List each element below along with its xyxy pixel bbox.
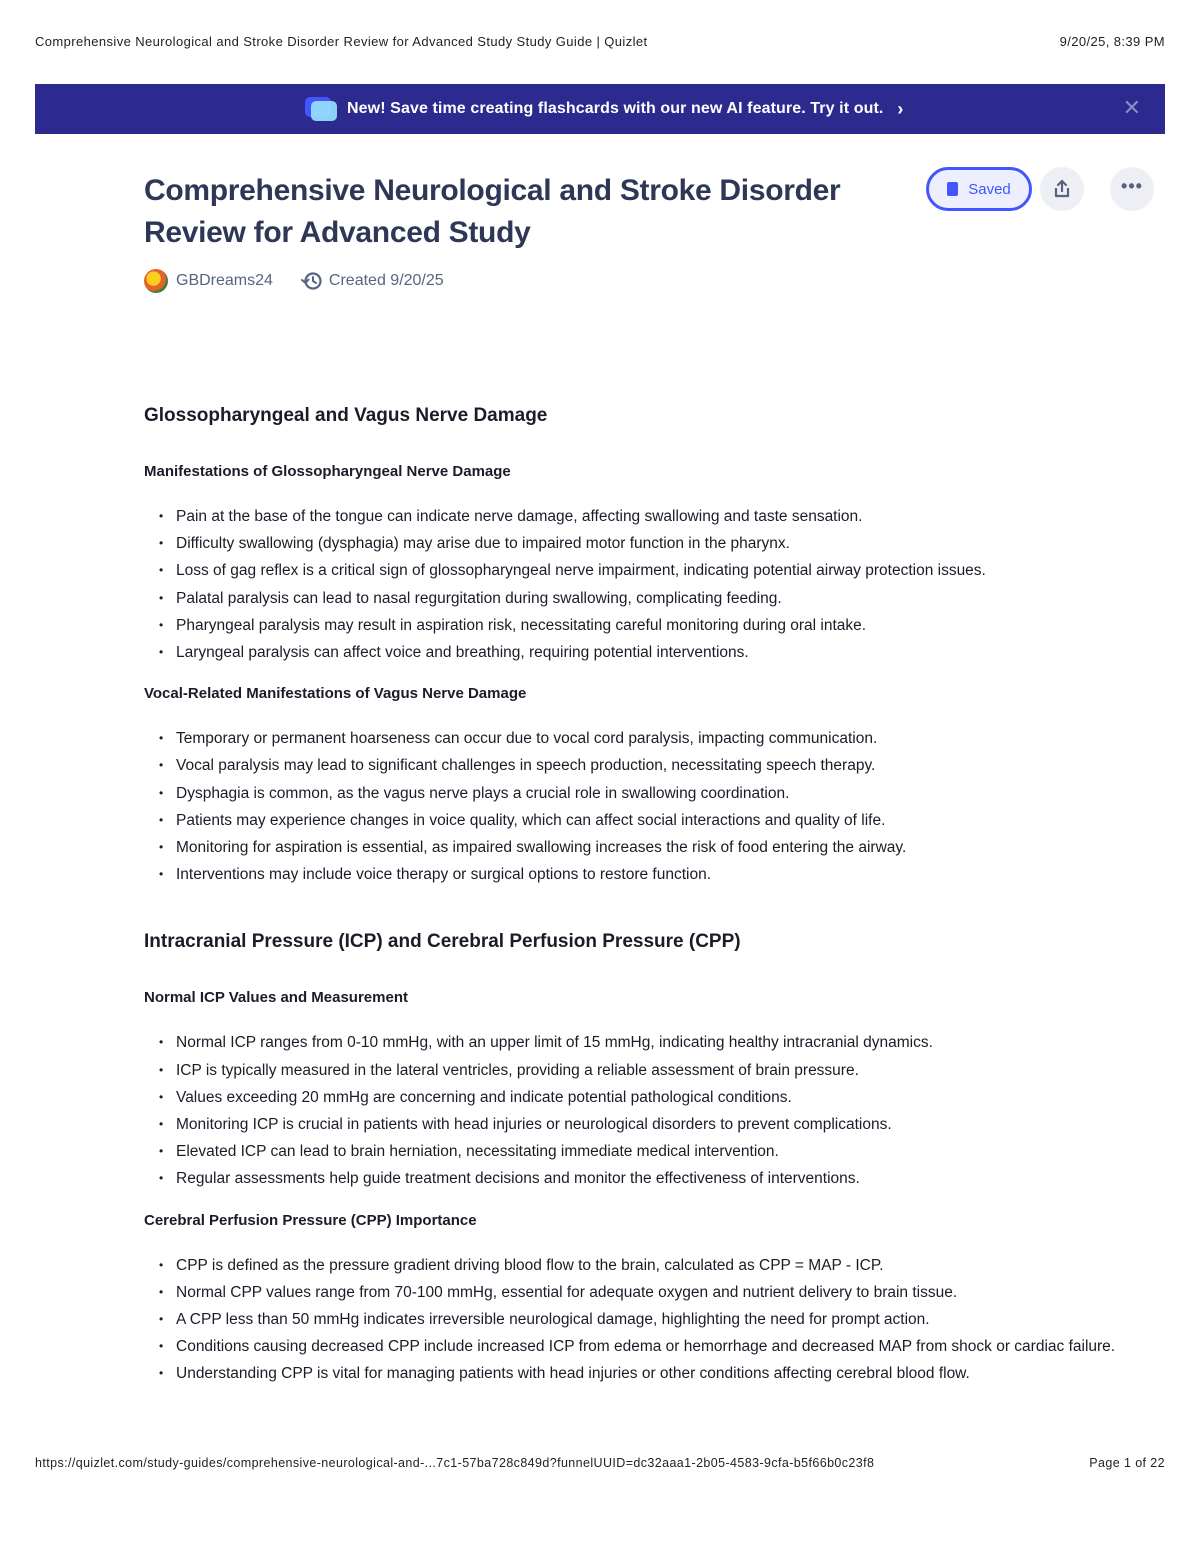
list-item: • Temporary or permanent hoarseness can occur due to vocal cord paralysis, impacting communication.: [144, 725, 1134, 752]
share-icon: [1052, 179, 1072, 199]
list-item: • Interventions may include voice therapy or surgical options to restore function.: [144, 861, 1134, 888]
list-item: • Difficulty swallowing (dysphagia) may arise due to impaired motor function in the pharynx.: [144, 530, 1134, 557]
list-item: • Understanding CPP is vital for managing patients with head injuries or other conditions affecting cerebral blood flow.: [144, 1360, 1134, 1387]
more-options-button[interactable]: [1110, 167, 1154, 211]
avatar[interactable]: [144, 269, 168, 293]
list-item: • Loss of gag reflex is a critical sign of glossopharyngeal nerve impairment, indicating potential airway protection issues.: [144, 557, 1134, 584]
bookmark-icon: [947, 182, 958, 196]
section-heading: Glossopharyngeal and Vagus Nerve Damage: [144, 405, 548, 426]
saved-label: Saved: [968, 180, 1011, 198]
print-header-date: 9/20/25, 8:39 PM: [1059, 34, 1165, 49]
section-heading: Intracranial Pressure (ICP) and Cerebral Perfusion Pressure (CPP): [144, 931, 741, 953]
created-date: Created 9/20/25: [328, 272, 444, 289]
share-button[interactable]: [1040, 167, 1084, 211]
list-item: • Vocal paralysis may lead to significant challenges in speech production, necessitating speech therapy.: [144, 752, 1134, 779]
bullet-list: [144, 1029, 1134, 1192]
list-item: • Values exceeding 20 mmHg are concerning and indicate potential pathological conditions.: [144, 1084, 1134, 1111]
bullet-list: [144, 503, 1134, 666]
more-icon: •••: [1121, 176, 1143, 196]
list-item: • Pain at the base of the tongue can indicate nerve damage, affecting swallowing and taste sensation.: [144, 503, 1134, 530]
list-item: • Conditions causing decreased CPP include increased ICP from edema or hemorrhage and decreased MAP from shock or cardiac failure.: [144, 1333, 1134, 1360]
list-item: • Normal ICP ranges from 0-10 mmHg, with an upper limit of 15 mmHg, indicating healthy intracranial dynamics.: [144, 1029, 1134, 1056]
page-number: Page 1 of 22: [1089, 1456, 1165, 1470]
print-header-title: Comprehensive Neurological and Stroke Disorder Review for Advanced Study Study Guide | Quizlet: [35, 34, 648, 49]
list-item: • Dysphagia is common, as the vagus nerve plays a crucial role in swallowing coordination.: [144, 780, 1134, 807]
list-item: • A CPP less than 50 mmHg indicates irreversible neurological damage, highlighting the need for prompt action.: [144, 1306, 1134, 1333]
study-guide-content: [144, 402, 1134, 1388]
subsection-heading: Cerebral Perfusion Pressure (CPP) Importance: [144, 1211, 477, 1229]
list-item: • Palatal paralysis can lead to nasal regurgitation during swallowing, complicating feeding.: [144, 585, 1134, 612]
list-item: • Pharyngeal paralysis may result in aspiration risk, necessitating careful monitoring during oral intake.: [144, 612, 1134, 639]
chevron-right-icon[interactable]: ›: [897, 98, 904, 119]
banner-text[interactable]: New! Save time creating flashcards with our new AI feature. Try it out.: [347, 100, 884, 117]
history-icon: [301, 271, 323, 291]
author-link[interactable]: GBDreams24: [176, 272, 273, 289]
close-icon[interactable]: ✕: [1122, 95, 1141, 120]
list-item: • Elevated ICP can lead to brain herniation, necessitating immediate medical intervention.: [144, 1138, 1134, 1165]
print-footer-url: https://quizlet.com/study-guides/comprehensive-neurological-and-...7c1-57ba728c849d?funnelUUID=dc32aaa1-2b05-4583-9cfa-b5f66b0c23f8: [35, 1456, 875, 1470]
list-item: • Monitoring ICP is crucial in patients with head injuries or neurological disorders to prevent complications.: [144, 1111, 1134, 1138]
subsection-heading: Manifestations of Glossopharyngeal Nerve Damage: [144, 463, 511, 480]
print-header: [35, 34, 1165, 52]
list-item: • Patients may experience changes in voice quality, which can affect social interactions and quality of life.: [144, 807, 1134, 834]
promo-banner: [35, 84, 1165, 134]
list-item: • Normal CPP values range from 70-100 mmHg, essential for adequate oxygen and nutrient delivery to brain tissue.: [144, 1279, 1134, 1306]
bullet-list: [144, 725, 1134, 888]
saved-button[interactable]: [926, 167, 1032, 211]
list-item: • Regular assessments help guide treatment decisions and monitor the effectiveness of interventions.: [144, 1165, 1134, 1192]
subsection-heading: Normal ICP Values and Measurement: [144, 989, 408, 1007]
flashcards-icon: [305, 97, 339, 121]
list-item: • ICP is typically measured in the lateral ventricles, providing a reliable assessment of brain pressure.: [144, 1057, 1134, 1084]
subsection-heading: Vocal-Related Manifestations of Vagus Nerve Damage: [144, 685, 527, 703]
print-footer: [35, 1456, 1165, 1474]
list-item: • Monitoring for aspiration is essential, as impaired swallowing increases the risk of food entering the airway.: [144, 834, 1134, 861]
list-item: • Laryngeal paralysis can affect voice and breathing, requiring potential interventions.: [144, 639, 1134, 666]
set-meta: [144, 268, 444, 294]
page-title: Comprehensive Neurological and Stroke Disorder Review for Advanced Study: [144, 174, 841, 249]
bullet-list: [144, 1252, 1134, 1388]
list-item: • CPP is defined as the pressure gradient driving blood flow to the brain, calculated as CPP = MAP - ICP.: [144, 1252, 1134, 1279]
banner-link[interactable]: [305, 97, 903, 121]
